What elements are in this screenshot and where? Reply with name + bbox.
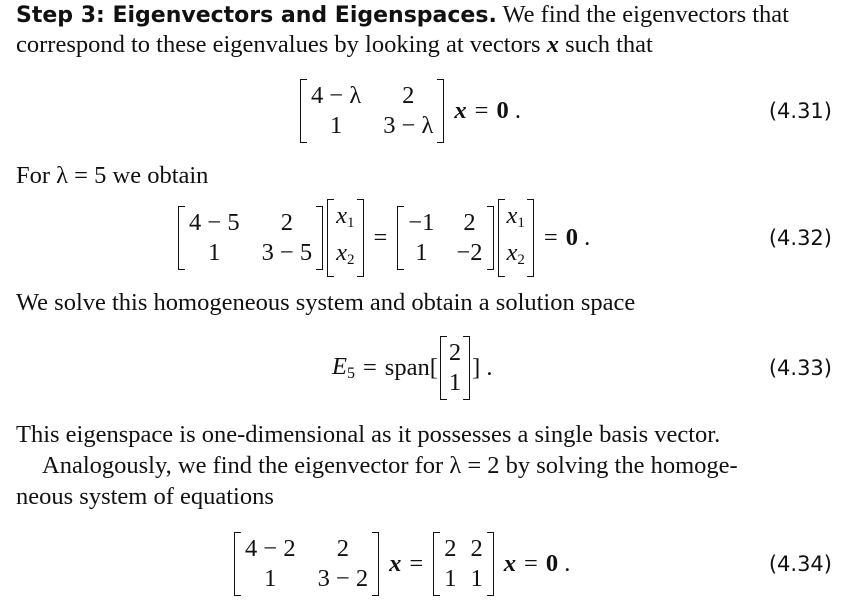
paragraph-analogously-line2: neous system of equations (16, 483, 274, 510)
vector-x: x (546, 31, 559, 58)
span-operator: span (384, 354, 430, 381)
matrix-neg1-2 (397, 206, 493, 270)
text-run: For (16, 162, 57, 189)
matrix-4-lambda (300, 79, 444, 143)
matrix-cell: 1 (444, 565, 457, 592)
matrix-cell: 2 (402, 82, 415, 109)
matrix-cell: 1 (264, 565, 277, 592)
equation-4-34: 4 − 2 2 1 3 − 2 x = 2 2 1 1 x = 0 . (4.34) (0, 529, 850, 599)
matrix-cell: 4 − λ (311, 82, 362, 109)
matrix-cell: −2 (456, 239, 483, 266)
matrix-cell: 4 − 2 (245, 535, 296, 562)
matrix-4-2 (234, 532, 379, 596)
matrix-cell: 1 (208, 239, 221, 266)
var-x: x (336, 239, 348, 266)
var-E: E (332, 353, 347, 380)
step3-text: We find the eigenvectors that (496, 1, 789, 28)
matrix-2-2-1-1 (433, 532, 494, 596)
subscript: 1 (347, 215, 355, 231)
equation-4-33: $E_5$ = span [ 2 1 ] . (4.33) (0, 333, 850, 403)
lambda-2: λ = 2 (449, 452, 500, 479)
paragraph-step3-line1 (16, 0, 789, 31)
vector-x: x (389, 550, 402, 577)
equation-4-31: 4 − λ 2 1 3 − λ x = 0 . (4.31) (0, 76, 850, 146)
var-x: x (506, 239, 518, 266)
paragraph-eigenspace: This eigenspace is one-dimensional as it possesses a single basis vector. (16, 421, 721, 448)
text-run: Analogously, we find the eigenvector for (42, 452, 450, 479)
matrix-cell: 3 − 2 (317, 565, 369, 592)
matrix-cell: 2 (463, 209, 476, 236)
equation-number: (4.33) (768, 356, 832, 380)
text-run: such that (558, 31, 653, 58)
matrix-cell: 1 (415, 239, 428, 266)
matrix-cell: 2 (336, 535, 349, 562)
matrix-4-5 (178, 206, 323, 270)
equation-number: (4.34) (768, 552, 832, 576)
matrix-cell: 2 (470, 535, 483, 562)
step3-heading: Step 3: Eigenvectors and Eigenspaces. (16, 3, 497, 28)
matrix-cell: 1 (470, 565, 483, 592)
vector-x: x (454, 97, 467, 124)
subscript: 2 (347, 252, 355, 268)
matrix-cell: −1 (408, 209, 435, 236)
var-x: x (336, 202, 348, 229)
vector-x: x (503, 550, 516, 577)
matrix-cell: 3 − 5 (261, 239, 313, 266)
matrix-cell: 1 (329, 112, 343, 139)
paragraph-step3-line2 (16, 30, 653, 60)
zero-vector: 0 (565, 224, 578, 251)
vector-cell: 2 (448, 339, 462, 366)
vector-x1-x2 (498, 199, 534, 277)
subscript: 2 (517, 252, 525, 268)
zero-vector: 0 (496, 97, 509, 124)
equation-number: (4.31) (768, 99, 832, 123)
text-run: by solving the homoge- (499, 452, 738, 479)
vector-2-1 (440, 336, 470, 400)
lambda-5: λ = 5 (56, 162, 107, 189)
vector-x1-x2 (327, 199, 363, 277)
text-run: correspond to these eigenvalues by looking at vectors (16, 31, 547, 58)
matrix-cell: 3 − λ (383, 112, 434, 139)
matrix-cell: 2 (280, 209, 293, 236)
matrix-cell: 4 − 5 (189, 209, 240, 236)
matrix-cell: 2 (444, 535, 457, 562)
subscript: 5 (346, 365, 355, 382)
paragraph-analogously-line1 (42, 451, 738, 481)
paragraph-for-lambda-5 (16, 161, 208, 191)
paragraph-solve: We solve this homogeneous system and obtain a solution space (16, 289, 636, 316)
var-x: x (506, 202, 518, 229)
equation-number: (4.32) (768, 226, 832, 250)
subscript: 1 (517, 215, 525, 231)
zero-vector: 0 (545, 550, 559, 577)
text-run: we obtain (106, 162, 209, 189)
vector-cell: 1 (448, 369, 462, 396)
equation-4-32: 4 − 5 2 1 3 − 5 $x_1$ $x_2$ = −1 2 1 −2 $x_1$ $x_2$ = 0 . (4.32) (0, 203, 850, 273)
